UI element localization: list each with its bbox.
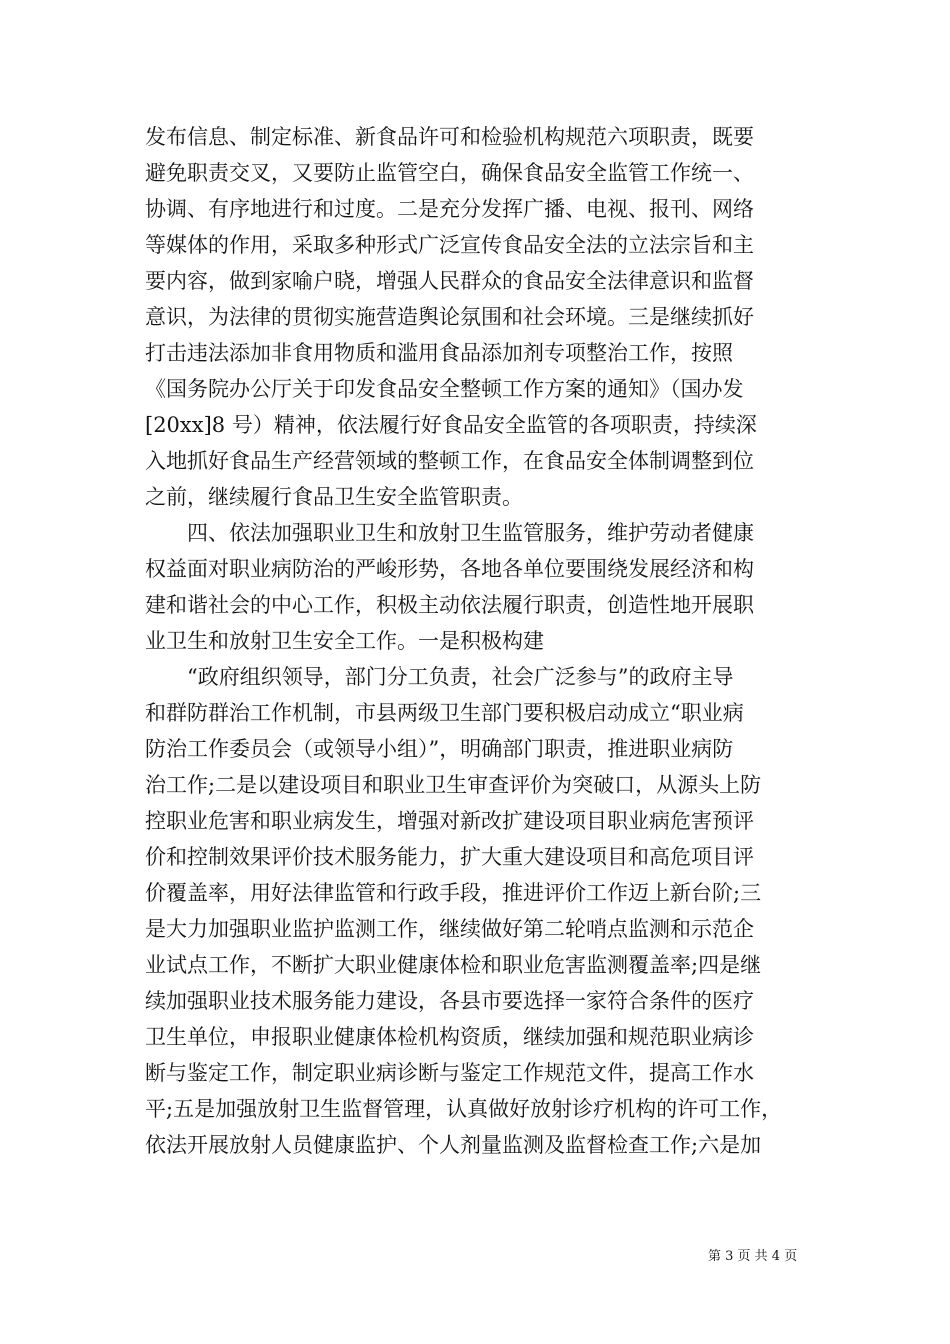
text-line: 治工作;二是以建设项目和职业卫生审查评价为突破口，从源头上防 xyxy=(145,773,762,797)
text-line: 卫生单位，申报职业健康体检机构资质，继续加强和规范职业病诊 xyxy=(145,1025,754,1049)
text-line: 控职业危害和职业病发生，增强对新改扩建设项目职业病危害预评 xyxy=(145,809,754,833)
text-line: 建和谐社会的中心工作，积极主动依法履行职责，创造性地开展职 xyxy=(145,593,754,617)
text-line: 四、依法加强职业卫生和放射卫生监管服务，维护劳动者健康 xyxy=(145,521,754,545)
text-line: 入地抓好食品生产经营领域的整顿工作，在食品安全体制调整到位 xyxy=(145,449,754,473)
text-line: 《国务院办公厅关于印发食品安全整顿工作方案的通知》（国办发 xyxy=(145,377,744,401)
text-line: 等媒体的作用，采取多种形式广泛宣传食品安全法的立法宗旨和主 xyxy=(145,233,754,257)
text-line: 和群防群治工作机制，市县两级卫生部门要积极启动成立“职业病 xyxy=(145,701,744,725)
text-line: “政府组织领导，部门分工负责，社会广泛参与”的政府主导 xyxy=(145,665,734,689)
text-line: 价覆盖率，用好法律监管和行政手段，推进评价工作迈上新台阶;三 xyxy=(145,881,762,905)
text-line: 之前，继续履行食品卫生安全监管职责。 xyxy=(145,485,523,509)
text-line: 打击违法添加非食用物质和滥用食品添加剂专项整治工作，按照 xyxy=(145,341,733,365)
text-line: [20xx]8 号）精神，依法履行好食品安全监管的各项职责，持续深 xyxy=(145,413,757,437)
text-line: 要内容，做到家喻户晓，增强人民群众的食品安全法律意识和监督 xyxy=(145,269,754,293)
text-line: 权益面对职业病防治的严峻形势，各地各单位要围绕发展经济和构 xyxy=(145,557,754,581)
text-line: 业卫生和放射卫生安全工作。一是积极构建 xyxy=(145,629,544,653)
page-number-footer: 第 3 页 共 4 页 xyxy=(708,1249,798,1264)
text-line: 平;五是加强放射卫生监督管理，认真做好放射诊疗机构的许可工作， xyxy=(145,1097,783,1121)
text-line: 防治工作委员会（或领导小组）”，明确部门职责，推进职业病防 xyxy=(145,737,734,761)
text-line: 避免职责交叉，又要防止监管空白，确保食品安全监管工作统一、 xyxy=(145,161,754,185)
text-line: 发布信息、制定标准、新食品许可和检验机构规范六项职责，既要 xyxy=(145,125,754,149)
text-line: 业试点工作，不断扩大职业健康体检和职业危害监测覆盖率;四是继 xyxy=(145,953,762,977)
text-line: 续加强职业技术服务能力建设，各县市要选择一家符合条件的医疗 xyxy=(145,989,754,1013)
text-line: 是大力加强职业监护监测工作，继续做好第二轮哨点监测和示范企 xyxy=(145,917,754,941)
text-line: 价和控制效果评价技术服务能力，扩大重大建设项目和高危项目评 xyxy=(145,845,754,869)
text-line: 断与鉴定工作，制定职业病诊断与鉴定工作规范文件，提高工作水 xyxy=(145,1061,754,1085)
text-line: 意识，为法律的贯彻实施营造舆论氛围和社会环境。三是继续抓好 xyxy=(145,305,754,329)
text-line: 依法开展放射人员健康监护、个人剂量监测及监督检查工作;六是加 xyxy=(145,1133,762,1157)
text-line: 协调、有序地进行和过度。二是充分发挥广播、电视、报刊、网络 xyxy=(145,197,754,221)
